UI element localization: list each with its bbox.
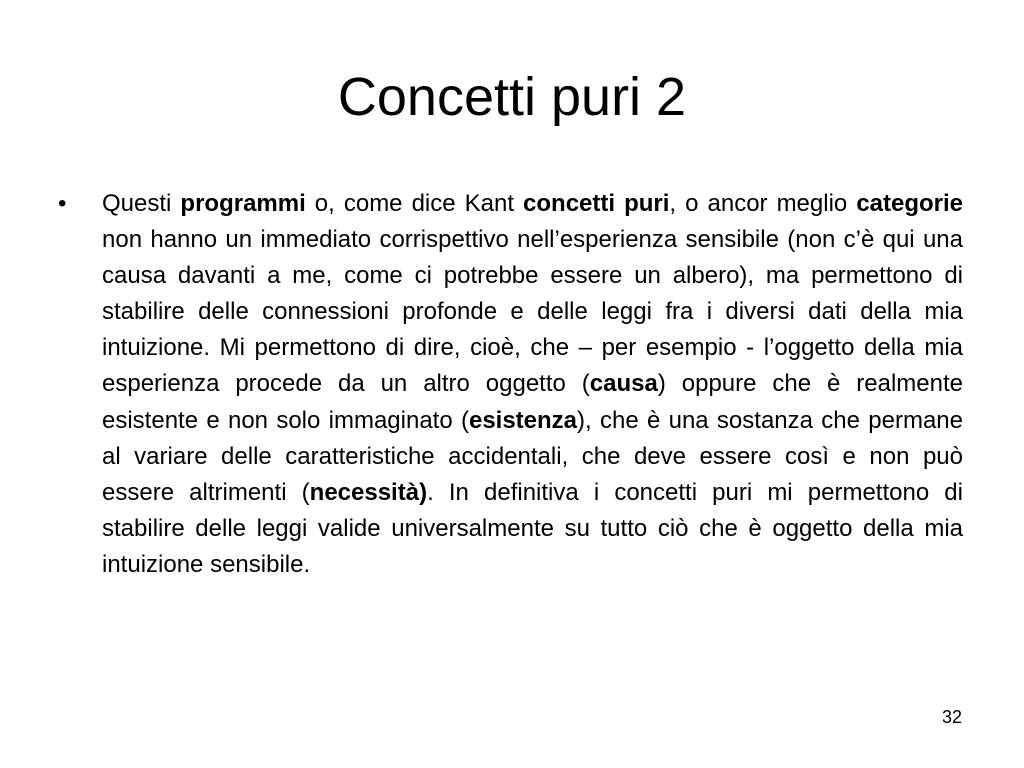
term-causa: causa <box>589 370 658 398</box>
bullet-item <box>58 186 963 583</box>
paragraph-text: ) oppure che è realmente esistente e non solo immaginato ( <box>102 370 963 434</box>
bullet-list <box>58 186 963 583</box>
term-necessita: necessità) <box>309 478 428 506</box>
paragraph-text: o, come dice Kant <box>305 190 524 217</box>
term-programmi: programmi <box>180 190 306 217</box>
term-esistenza: esistenza <box>468 406 578 434</box>
paragraph-text: . In definitiva i concetti puri mi permettono di stabilire delle leggi valide universalmente su tutto ciò che è oggetto della mia intuizione sensibile. <box>102 478 963 578</box>
paragraph-text: Questi <box>102 190 181 217</box>
paragraph-text: , o ancor meglio <box>669 190 857 217</box>
slide-number: 32 <box>941 707 962 727</box>
term-concetti-puri: concetti puri <box>523 190 670 217</box>
slide-title: Concetti puri 2 <box>337 67 687 127</box>
term-categorie: categorie <box>856 190 964 217</box>
paragraph-text: non hanno un immediato corrispettivo nell’esperienza sensibile (non c’è qui una causa davanti a me, come ci potrebbe essere un albero), ma permettono di stabilire delle connessioni profonde e delle leggi fra i diversi dati della mia intuizione. Mi permettono di dire, cioè, che – per esempio - l’oggetto della mia esperienza procede da un altro oggetto ( <box>102 226 963 398</box>
bullet-point-icon: • <box>58 190 67 217</box>
paragraph-text: ), che è una sostanza che permane al variare delle caratteristiche accidentali, che deve essere così e non può essere altrimenti ( <box>102 406 963 506</box>
